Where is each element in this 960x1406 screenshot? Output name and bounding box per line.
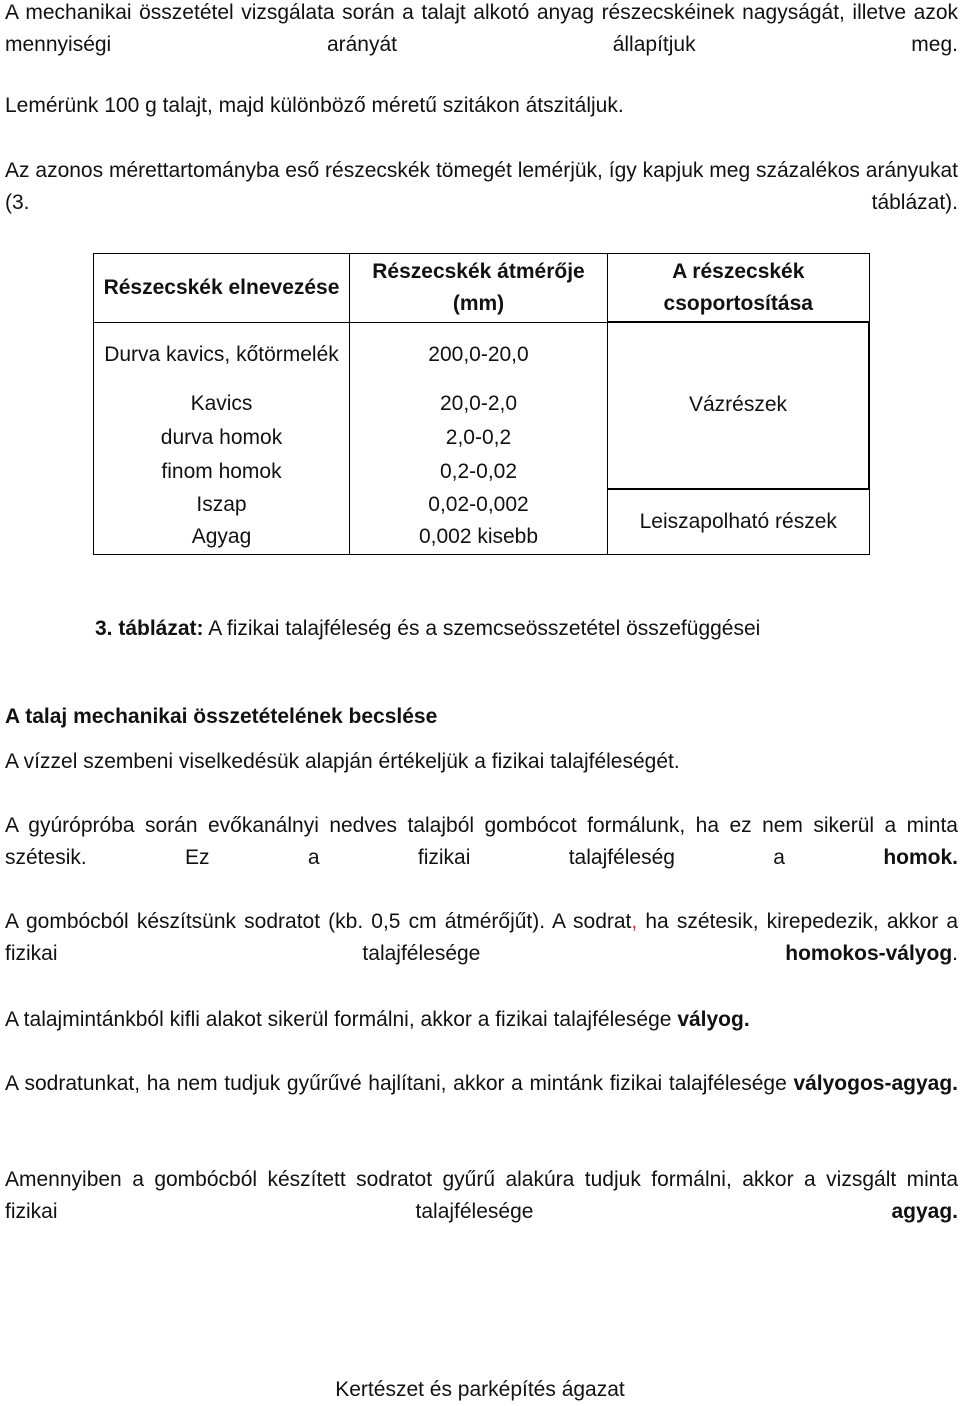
group-vazreszek: Vázrészek — [608, 322, 870, 489]
row-name: Agyag — [94, 521, 350, 555]
header-diameter: Részecskék átmérője (mm) — [350, 254, 608, 323]
p3-text-a: A gombócból készítsünk sodratot (kb. 0,5 cm átmérőjűt). A sodrat — [5, 910, 632, 933]
section-paragraph-6 — [5, 1164, 958, 1228]
p5-bold: vályogos-agyag. — [793, 1072, 958, 1095]
row-diameter: 0,002 kisebb — [350, 521, 608, 555]
p5-text: A sodratunkat, ha nem tudjuk gyűrűvé hajlítani, akkor a mintánk fizikai talajfélesége — [5, 1072, 794, 1095]
intro-paragraph-1: A mechanikai összetétel vizsgálata során a talajt alkotó anyag részecskéinek nagyságát, illetve azok mennyiségi arányát állapítjuk meg. — [5, 1, 958, 56]
page-footer: Kertészet és parképítés ágazat — [335, 1378, 625, 1401]
row-name: Durva kavics, kőtörmelék — [94, 322, 350, 387]
p2-text: A gyúrópróba során evőkanálnyi nedves talajból gombócot formálunk, ha ez nem sikerül a minta szétesik. Ez a fizikai talajféleség a — [5, 814, 958, 869]
table-row — [94, 322, 870, 387]
p3-end: . — [952, 942, 958, 965]
row-diameter: 20,0-2,0 — [350, 387, 608, 421]
header-name: Részecskék elnevezése — [94, 254, 350, 323]
caption-text: A fizikai talajféleség és a szemcseösszetétel összefüggései — [203, 617, 761, 640]
table-caption — [95, 613, 958, 645]
caption-label: 3. táblázat: — [95, 617, 204, 640]
p3-bold: homokos-vályog — [785, 942, 953, 965]
table-row — [94, 489, 870, 521]
section-paragraph-5 — [5, 1068, 958, 1100]
row-name: durva homok — [94, 421, 350, 455]
section-heading-text: A talaj mechanikai összetételének becslése — [5, 705, 438, 728]
particle-table — [93, 253, 870, 555]
intro-paragraph-3: Az azonos mérettartományba eső részecskék tömegét lemérjük, így kapjuk meg százalékos arányukat (3. táblázat). — [5, 159, 958, 214]
p2-bold: homok. — [883, 846, 958, 869]
section-heading — [5, 701, 958, 733]
p4-bold: vályog. — [677, 1008, 750, 1031]
p4-text: A talajmintánkból kifli alakot sikerül formálni, akkor a fizikai talajfélesége — [5, 1008, 678, 1031]
row-name: Kavics — [94, 387, 350, 421]
section-paragraph-3 — [5, 906, 958, 970]
row-diameter: 2,0-0,2 — [350, 421, 608, 455]
section-paragraph-1: A vízzel szembeni viselkedésük alapján értékeljük a fizikai talajféleségét. — [5, 750, 680, 773]
p6-text: Amennyiben a gombócból készített sodratot gyűrű alakúra tudjuk formálni, akkor a vizsgált minta fizikai talajfélesége — [5, 1168, 958, 1223]
p3-red-comma: , — [631, 910, 638, 933]
p6-bold: agyag. — [891, 1200, 958, 1223]
row-diameter: 200,0-20,0 — [350, 322, 608, 387]
table-header-row — [94, 254, 870, 323]
intro-paragraph-2: Lemérünk 100 g talajt, majd különböző méretű szitákon átszitáljuk. — [5, 94, 624, 117]
section-paragraph-4 — [5, 1004, 958, 1036]
p3-text-b: ha szétesik, kirepedezik, akkor a fizikai talajfélesége — [5, 910, 959, 965]
row-name: finom homok — [94, 455, 350, 489]
row-diameter: 0,02-0,002 — [350, 489, 608, 521]
header-group: A részecskék csoportosítása — [608, 254, 870, 323]
group-leiszapolhato: Leiszapolható részek — [608, 489, 870, 555]
section-paragraph-2 — [5, 810, 958, 874]
row-name: Iszap — [94, 489, 350, 521]
row-diameter: 0,2-0,02 — [350, 455, 608, 489]
